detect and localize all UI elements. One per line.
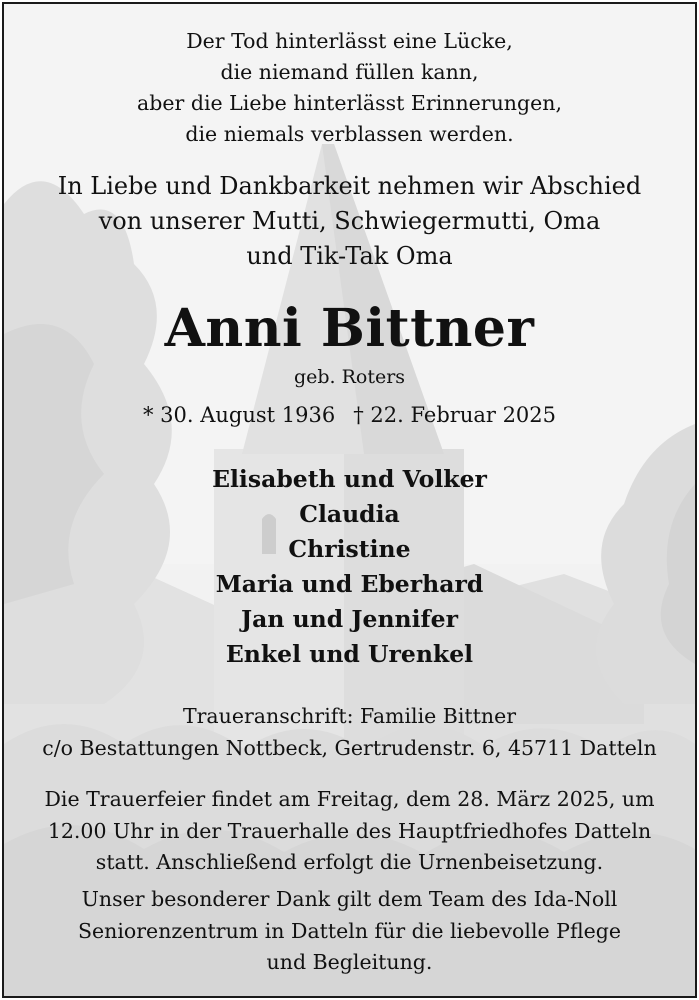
service-line: 12.00 Uhr in der Trauerhalle des Hauptfriedhofes Datteln [47, 818, 652, 843]
mourner: Jan und Jennifer [240, 605, 458, 633]
thanks-line: Seniorenzentrum in Datteln für die liebevolle Pflege [77, 918, 622, 943]
obituary-notice [2, 2, 697, 998]
farewell-intro [4, 169, 695, 274]
address-line: Traueranschrift: Familie Bittner [182, 704, 517, 728]
life-dates [4, 400, 695, 430]
mourning-address [4, 700, 695, 764]
thanks-line: Unser besonderer Dank gilt dem Team des Ida-Noll [81, 887, 618, 911]
intro-line: von unserer Mutti, Schwiegermutti, Oma [98, 207, 601, 235]
poem-line: Der Tod hinterlässt eine Lücke, [186, 29, 513, 53]
mourner: Claudia [299, 500, 400, 528]
mourner: Maria und Eberhard [215, 570, 484, 598]
funeral-service-info [4, 784, 695, 879]
poem-line: die niemand füllen kann, [220, 60, 479, 84]
mourner: Enkel und Urenkel [225, 640, 474, 668]
death-date: † 22. Februar 2025 [353, 403, 557, 427]
born-name: geb. Roters [293, 366, 406, 388]
birth-date: * 30. August 1936 [142, 403, 336, 427]
thanks-note [4, 884, 695, 979]
address-line: c/o Bestattungen Nottbeck, Gertrudenstr. 6, 45711 Datteln [42, 736, 657, 760]
mourners-list [4, 462, 695, 672]
service-line: Die Trauerfeier findet am Freitag, dem 28. März 2025, um [44, 787, 655, 811]
mourner: Christine [288, 535, 411, 563]
poem-line: die niemals verblassen werden. [185, 122, 514, 146]
intro-line: In Liebe und Dankbarkeit nehmen wir Abschied [57, 172, 642, 200]
deceased-name: Anni Bittner [164, 298, 535, 359]
service-line: statt. Anschließend erfolgt die Urnenbeisetzung. [95, 850, 604, 874]
thanks-line: und Begleitung. [266, 950, 433, 974]
mourner: Elisabeth und Volker [212, 465, 487, 493]
poem [4, 26, 695, 150]
intro-line: und Tik-Tak Oma [246, 242, 453, 270]
poem-line: aber die Liebe hinterlässt Erinnerungen, [137, 91, 562, 115]
